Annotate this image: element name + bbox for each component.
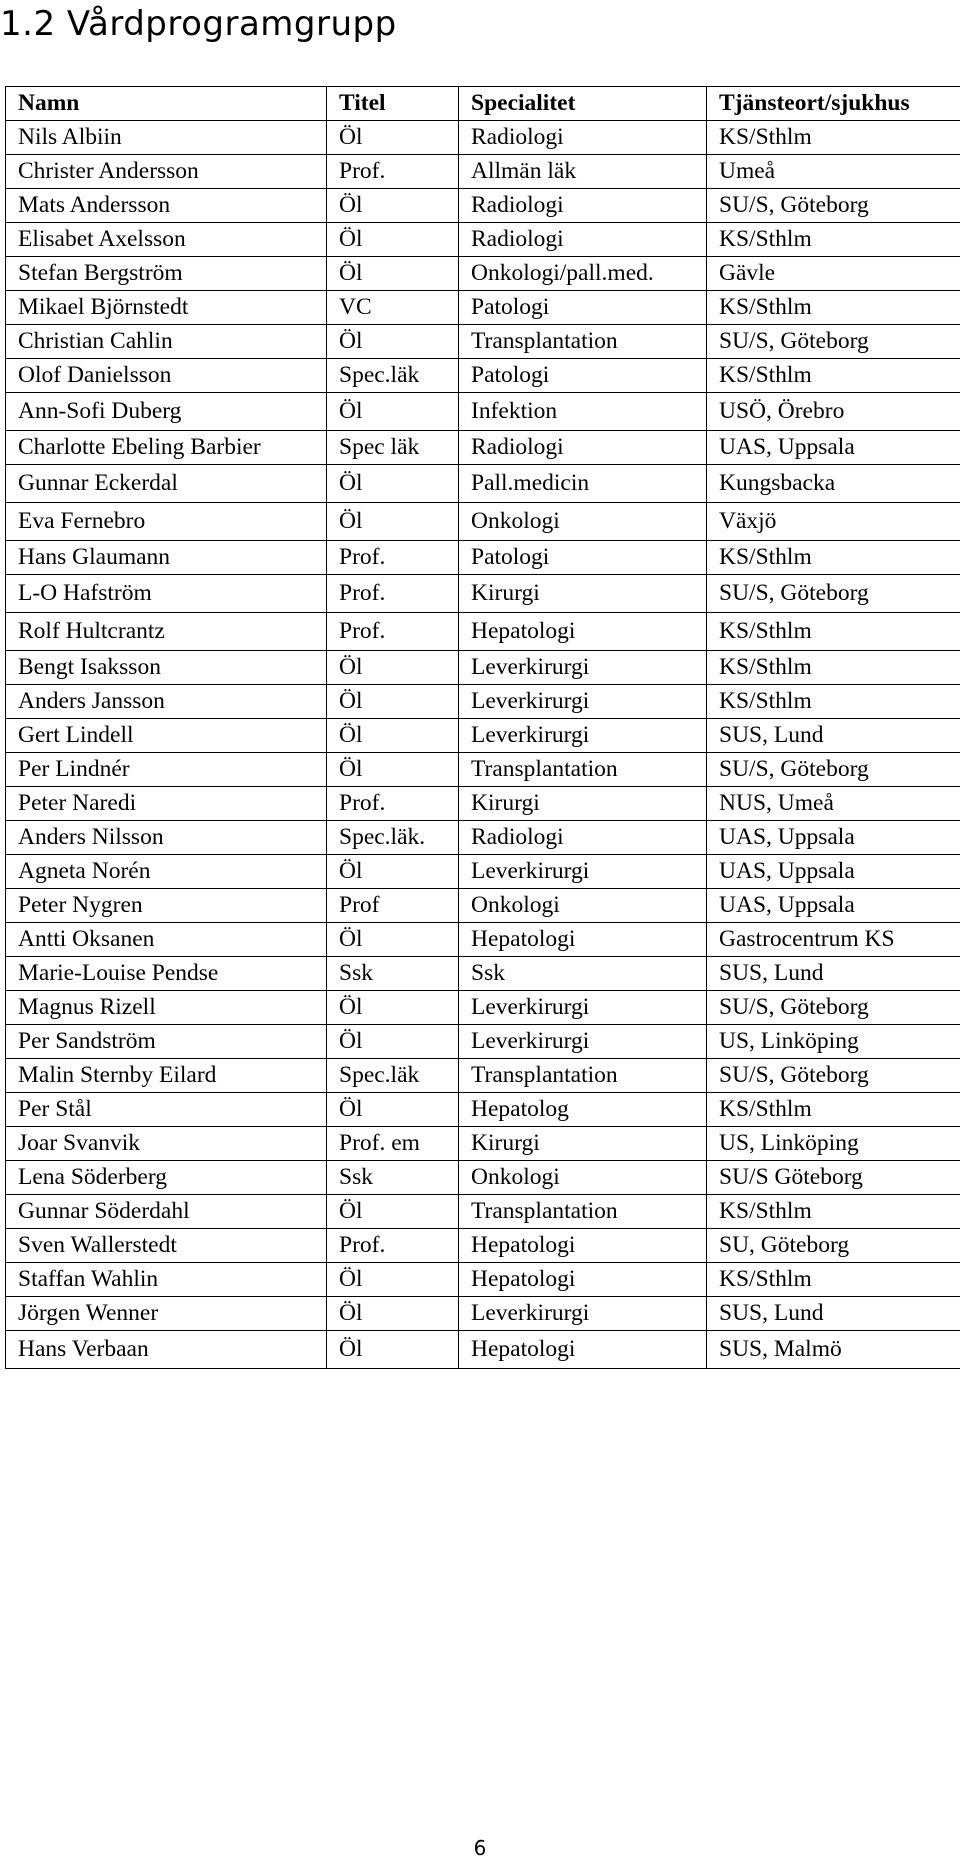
table-row [6,575,960,613]
cell-specialty: Leverkirurgi [459,651,707,685]
table-row [6,1161,960,1195]
cell-specialty: Hepatologi [459,1263,707,1297]
cell-workplace: SU/S, Göteborg [707,1059,960,1093]
cell-title: Prof. [327,613,459,651]
cell-workplace: KS/Sthlm [707,1093,960,1127]
cell-specialty: Infektion [459,393,707,431]
table-row [6,991,960,1025]
cell-name: Per Lindnér [6,753,327,787]
cell-workplace: SU/S, Göteborg [707,325,960,359]
cell-workplace: SUS, Lund [707,957,960,991]
cell-title: Öl [327,1025,459,1059]
cell-title: Ssk [327,957,459,991]
cell-name: Olof Danielsson [6,359,327,393]
cell-name: Lena Söderberg [6,1161,327,1195]
cell-title: Prof. [327,541,459,575]
cell-title: Prof. [327,575,459,613]
table-row [6,957,960,991]
cell-workplace: KS/Sthlm [707,291,960,325]
cell-name: Gunnar Söderdahl [6,1195,327,1229]
cell-workplace: SU/S, Göteborg [707,991,960,1025]
cell-name: Jörgen Wenner [6,1297,327,1331]
cell-name: Peter Nygren [6,889,327,923]
cell-workplace: SUS, Lund [707,1297,960,1331]
cell-name: Mikael Björnstedt [6,291,327,325]
table-row [6,613,960,651]
cell-workplace: SUS, Lund [707,719,960,753]
cell-workplace: SU/S, Göteborg [707,575,960,613]
table-row [6,719,960,753]
cell-specialty: Leverkirurgi [459,1025,707,1059]
cell-title: Öl [327,257,459,291]
cell-title: Öl [327,1331,459,1369]
cell-name: Gunnar Eckerdal [6,465,327,503]
table-row [6,1297,960,1331]
table-body [6,121,960,1369]
cell-name: Rolf Hultcrantz [6,613,327,651]
table-header [6,87,960,121]
cell-name: Ann-Sofi Duberg [6,393,327,431]
cell-workplace: SU, Göteborg [707,1229,960,1263]
cell-name: Anders Nilsson [6,821,327,855]
cell-name: Hans Glaumann [6,541,327,575]
cell-workplace: UAS, Uppsala [707,821,960,855]
cell-workplace: KS/Sthlm [707,685,960,719]
cell-workplace: SU/S Göteborg [707,1161,960,1195]
cell-specialty: Onkologi/pall.med. [459,257,707,291]
table-row [6,1195,960,1229]
table-row [6,923,960,957]
cell-title: Öl [327,991,459,1025]
column-header-specialty: Specialitet [459,87,707,121]
cell-name: Mats Andersson [6,189,327,223]
cell-specialty: Transplantation [459,325,707,359]
table-row [6,393,960,431]
cell-specialty: Radiologi [459,121,707,155]
cell-title: VC [327,291,459,325]
cell-workplace: Gastrocentrum KS [707,923,960,957]
cell-workplace: KS/Sthlm [707,223,960,257]
table-row [6,1093,960,1127]
cell-specialty: Transplantation [459,1195,707,1229]
cell-name: Charlotte Ebeling Barbier [6,431,327,465]
table-row [6,685,960,719]
cell-title: Öl [327,753,459,787]
table-row [6,325,960,359]
cell-workplace: KS/Sthlm [707,359,960,393]
cell-specialty: Hepatologi [459,1331,707,1369]
cell-title: Öl [327,503,459,541]
cell-title: Öl [327,1263,459,1297]
column-header-name: Namn [6,87,327,121]
cell-title: Spec.läk [327,1059,459,1093]
cell-workplace: KS/Sthlm [707,613,960,651]
cell-title: Ssk [327,1161,459,1195]
cell-workplace: Gävle [707,257,960,291]
cell-name: L-O Hafström [6,575,327,613]
table-row [6,651,960,685]
table-row [6,359,960,393]
table-row [6,753,960,787]
table-row [6,1127,960,1161]
table-row [6,465,960,503]
cell-workplace: Kungsbacka [707,465,960,503]
cell-title: Prof. [327,155,459,189]
cell-name: Anders Jansson [6,685,327,719]
cell-title: Öl [327,121,459,155]
table-row [6,1059,960,1093]
cell-title: Öl [327,651,459,685]
cell-specialty: Hepatologi [459,1229,707,1263]
cell-workplace: KS/Sthlm [707,1195,960,1229]
cell-specialty: Onkologi [459,1161,707,1195]
cell-workplace: NUS, Umeå [707,787,960,821]
cell-name: Malin Sternby Eilard [6,1059,327,1093]
cell-workplace: USÖ, Örebro [707,393,960,431]
cell-title: Öl [327,855,459,889]
cell-name: Stefan Bergström [6,257,327,291]
table-row [6,1025,960,1059]
table-row [6,787,960,821]
care-program-group-table [5,86,960,1369]
cell-specialty: Radiologi [459,431,707,465]
cell-specialty: Kirurgi [459,1127,707,1161]
table-row [6,121,960,155]
cell-title: Öl [327,1297,459,1331]
cell-name: Antti Oksanen [6,923,327,957]
cell-specialty: Transplantation [459,753,707,787]
cell-specialty: Kirurgi [459,787,707,821]
cell-name: Peter Naredi [6,787,327,821]
cell-name: Gert Lindell [6,719,327,753]
cell-workplace: KS/Sthlm [707,1263,960,1297]
cell-specialty: Kirurgi [459,575,707,613]
cell-title: Öl [327,189,459,223]
table-row [6,155,960,189]
cell-workplace: SU/S, Göteborg [707,753,960,787]
page-number: 6 [473,1836,487,1860]
cell-specialty: Hepatolog [459,1093,707,1127]
table-row [6,541,960,575]
cell-specialty: Patologi [459,359,707,393]
cell-title: Öl [327,685,459,719]
table-row [6,257,960,291]
cell-title: Öl [327,393,459,431]
cell-title: Öl [327,923,459,957]
cell-name: Marie-Louise Pendse [6,957,327,991]
cell-title: Prof. [327,787,459,821]
cell-title: Prof. em [327,1127,459,1161]
cell-workplace: Umeå [707,155,960,189]
table-row [6,1331,960,1369]
cell-specialty: Hepatologi [459,613,707,651]
cell-name: Nils Albiin [6,121,327,155]
table-row [6,889,960,923]
cell-title: Öl [327,223,459,257]
cell-name: Eva Fernebro [6,503,327,541]
cell-specialty: Hepatologi [459,923,707,957]
table-row [6,431,960,465]
cell-title: Spec.läk. [327,821,459,855]
table-row [6,189,960,223]
cell-specialty: Leverkirurgi [459,1297,707,1331]
column-header-workplace: Tjänsteort/sjukhus [707,87,960,121]
cell-specialty: Pall.medicin [459,465,707,503]
table-row [6,291,960,325]
cell-workplace: US, Linköping [707,1025,960,1059]
table-row [6,223,960,257]
cell-title: Öl [327,1195,459,1229]
cell-specialty: Leverkirurgi [459,855,707,889]
cell-specialty: Allmän läk [459,155,707,189]
table-row [6,855,960,889]
cell-workplace: US, Linköping [707,1127,960,1161]
cell-name: Joar Svanvik [6,1127,327,1161]
table-row [6,503,960,541]
cell-specialty: Leverkirurgi [459,685,707,719]
column-header-title: Titel [327,87,459,121]
cell-specialty: Onkologi [459,889,707,923]
cell-specialty: Ssk [459,957,707,991]
table-row [6,821,960,855]
cell-title: Spec läk [327,431,459,465]
cell-name: Magnus Rizell [6,991,327,1025]
cell-workplace: Växjö [707,503,960,541]
cell-workplace: UAS, Uppsala [707,855,960,889]
cell-title: Öl [327,719,459,753]
cell-specialty: Onkologi [459,503,707,541]
cell-name: Christer Andersson [6,155,327,189]
table-row [6,1229,960,1263]
cell-specialty: Patologi [459,291,707,325]
cell-title: Öl [327,465,459,503]
cell-specialty: Radiologi [459,821,707,855]
cell-title: Spec.läk [327,359,459,393]
cell-title: Prof. [327,1229,459,1263]
cell-workplace: SU/S, Göteborg [707,189,960,223]
header-row [6,87,960,121]
cell-name: Bengt Isaksson [6,651,327,685]
cell-specialty: Leverkirurgi [459,991,707,1025]
cell-name: Hans Verbaan [6,1331,327,1369]
cell-workplace: UAS, Uppsala [707,431,960,465]
cell-name: Staffan Wahlin [6,1263,327,1297]
cell-workplace: KS/Sthlm [707,121,960,155]
cell-workplace: SUS, Malmö [707,1331,960,1369]
cell-title: Öl [327,325,459,359]
cell-name: Elisabet Axelsson [6,223,327,257]
table-row [6,1263,960,1297]
cell-specialty: Patologi [459,541,707,575]
cell-specialty: Leverkirurgi [459,719,707,753]
cell-title: Prof [327,889,459,923]
cell-name: Sven Wallerstedt [6,1229,327,1263]
section-heading: 1.2 Vårdprogramgrupp [0,4,397,44]
cell-specialty: Radiologi [459,223,707,257]
cell-name: Agneta Norén [6,855,327,889]
cell-name: Per Sandström [6,1025,327,1059]
cell-specialty: Transplantation [459,1059,707,1093]
cell-name: Per Stål [6,1093,327,1127]
cell-name: Christian Cahlin [6,325,327,359]
cell-workplace: UAS, Uppsala [707,889,960,923]
cell-workplace: KS/Sthlm [707,541,960,575]
cell-title: Öl [327,1093,459,1127]
cell-specialty: Radiologi [459,189,707,223]
cell-workplace: KS/Sthlm [707,651,960,685]
